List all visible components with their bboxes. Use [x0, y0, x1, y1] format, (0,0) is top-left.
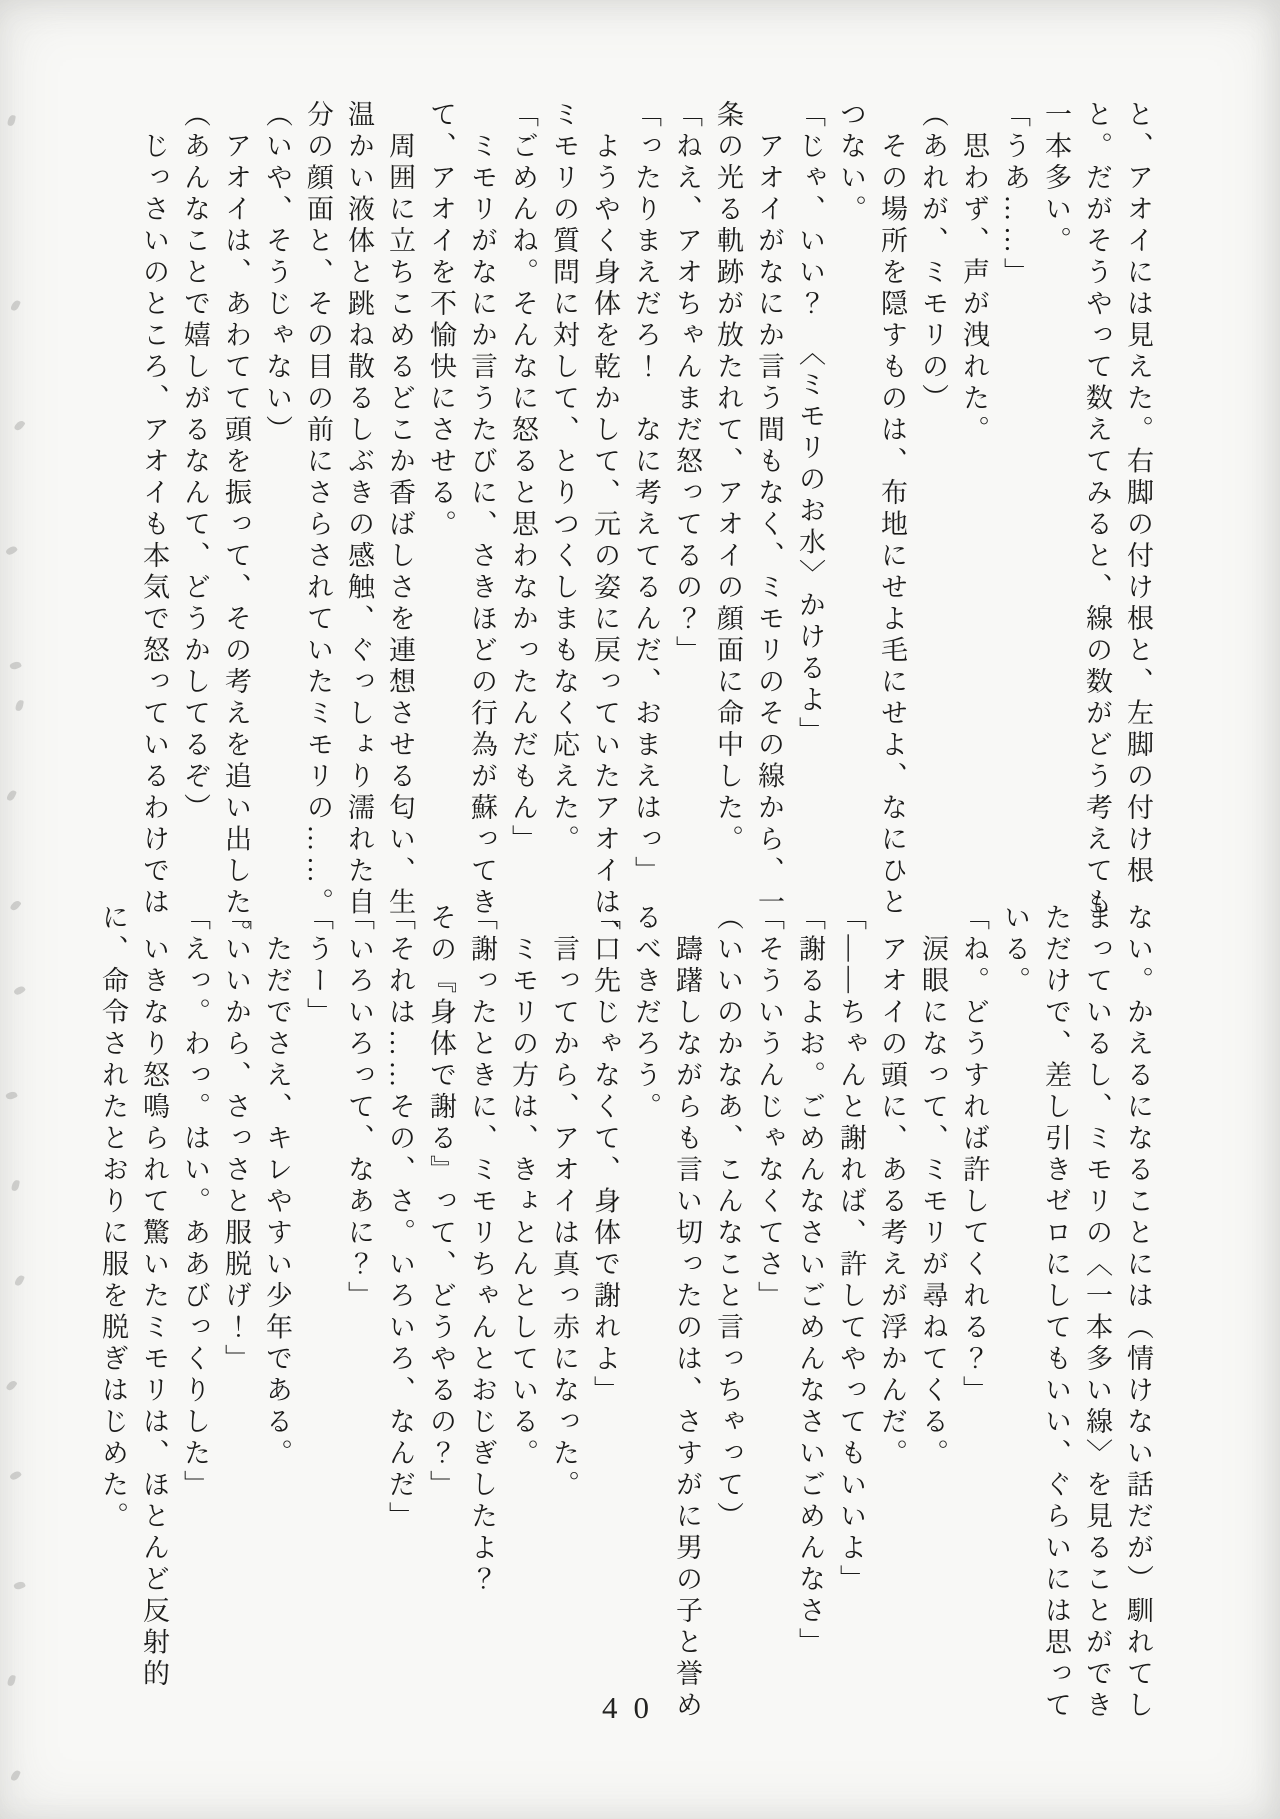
scan-artifact — [9, 899, 21, 912]
text-line: いる。 — [1000, 903, 1030, 998]
text-block-top — [133, 100, 1158, 965]
text-line: 「いろいろって、なあに？」 — [344, 903, 374, 1313]
text-line: 「うー」 — [303, 903, 333, 1029]
scan-artifact — [13, 984, 26, 996]
text-line: ただでさえ、キレやすい少年である。 — [262, 903, 292, 1470]
scan-artifact — [5, 1090, 18, 1101]
text-line: 「そういうんじゃなくてさ」 — [754, 903, 784, 1313]
text-line: るべきだろう。 — [631, 903, 661, 1124]
text-line: 周囲に立ちこめるどこか香ばしさを連想させる匂い、生 — [385, 100, 415, 919]
text-line: 躊躇しながらも言い切ったのは、さすがに男の子と誉め — [672, 903, 702, 1722]
text-line: 「ったりまえだろ！ なに考えてるんだ、おまえはっ」 — [631, 100, 661, 888]
text-line: 「それは……その、さ。いろいろ、なんだ」 — [385, 903, 415, 1533]
text-line: アオイは、あわてて頭を振って、その考えを追い出した。 — [221, 100, 251, 951]
text-line: （あれが、ミモリの） — [918, 100, 948, 415]
scan-artifact — [5, 1379, 17, 1392]
text-line: 「いいから、さっさと服脱げ！」 — [221, 903, 251, 1376]
text-block-bottom — [92, 903, 1158, 1743]
text-line: （あんなことで嬉しがるなんて、どうかしてるぞ） — [180, 100, 210, 825]
text-line: 言ってから、アオイは真っ赤になった。 — [549, 903, 579, 1502]
scan-artifact — [7, 1674, 16, 1686]
text-line: 「うあ……」 — [1000, 100, 1030, 289]
text-line: ミモリがなにか言うたびに、さきほどの行為が蘇ってき — [467, 100, 497, 919]
text-line: （いや、そうじゃない） — [262, 100, 292, 447]
scan-artifact — [11, 1179, 20, 1191]
text-line: て、アオイを不愉快にさせる。 — [426, 100, 456, 541]
text-line: アオイの頭に、ある考えが浮かんだ。 — [877, 903, 907, 1470]
scan-artifact — [15, 699, 24, 711]
text-line: に、命令されたとおりに服を脱ぎはじめた。 — [98, 903, 128, 1533]
text-line: 「ねえ、アオちゃんまだ怒ってるの？」 — [672, 100, 702, 667]
text-line: まっているし、ミモリの〈一本多い線〉を見ることができ — [1082, 903, 1112, 1722]
text-line: ミモリの方は、きょとんとしている。 — [508, 903, 538, 1470]
text-line: ミモリの質問に対して、とりつくしまもなく応えた。 — [549, 100, 579, 856]
text-line: と、アオイには見えた。右脚の付け根と、左脚の付け根 — [1123, 100, 1153, 888]
text-line: 「えっ。わっ。はい。ああびっくりした」 — [180, 903, 210, 1502]
text-line: ない。かえるになることには（情けない話だが）馴れてし — [1123, 903, 1153, 1722]
scan-artifact — [10, 1769, 21, 1782]
text-line: ようやく身体を乾かして、元の姿に戻っていたアオイは、 — [590, 100, 620, 951]
scan-artifact — [13, 1580, 26, 1591]
scan-artifact — [7, 114, 16, 126]
text-line: 一本多い。 — [1041, 100, 1071, 258]
scan-artifact — [10, 299, 21, 312]
text-line: と。だがそうやって数えてみると、線の数がどう考えても — [1082, 100, 1112, 919]
text-line: 温かい液体と跳ね散るしぶきの感触、ぐっしょり濡れた自 — [344, 100, 374, 919]
text-line: その場所を隠すものは、布地にせよ毛にせよ、なにひと — [877, 100, 907, 919]
text-line: （いいのかなあ、こんなこと言っちゃって） — [713, 903, 743, 1533]
text-line: ただけで、差し引きゼロにしてもいい、ぐらいには思って — [1041, 903, 1071, 1722]
text-line: つない。 — [836, 100, 866, 226]
scan-artifact — [9, 660, 22, 671]
text-line: 「ごめんね。そんなに怒ると思わなかったんだもん」 — [508, 100, 538, 856]
text-line: 「ね。どうすれば許してくれる？」 — [959, 903, 989, 1407]
text-line: 「――ちゃんと謝れば、許してやってもいいよ」 — [836, 903, 866, 1596]
text-line: 「謝るよお。ごめんなさいごめんなさいごめんなさ」 — [795, 903, 825, 1659]
scan-artifact — [9, 1469, 22, 1481]
text-line: じっさいのところ、アオイも本気で怒っているわけでは — [139, 100, 169, 919]
text-line: 「謝ったときに、ミモリちゃんとおじぎしたよ？ — [467, 903, 497, 1596]
text-line: 思わず、声が洩れた。 — [959, 100, 989, 447]
text-line: いきなり怒鳴られて驚いたミモリは、ほとんど反射的 — [139, 903, 169, 1691]
text-line: 条の光る軌跡が放たれて、アオイの顔面に命中した。 — [713, 100, 743, 856]
text-line: 涙眼になって、ミモリが尋ねてくる。 — [918, 903, 948, 1470]
text-line: 「口先じゃなくて、身体で謝れよ」 — [590, 903, 620, 1407]
text-line: 分の顔面と、その目の前にさらされていたミモリの……。 — [303, 100, 333, 919]
page-number: 40 — [602, 1690, 665, 1725]
scan-artifact — [6, 789, 17, 802]
text-line: アオイがなにか言う間もなく、ミモリのその線から、一 — [754, 100, 784, 919]
text-line: その『身体で謝る』って、どうやるの？」 — [426, 903, 456, 1502]
scan-artifact — [5, 544, 18, 556]
text-line: 「じゃ、いい？ 〈ミモリのお水〉かけるよ」 — [795, 100, 825, 748]
scan-artifact — [14, 1274, 25, 1287]
scan-artifact — [13, 419, 25, 432]
